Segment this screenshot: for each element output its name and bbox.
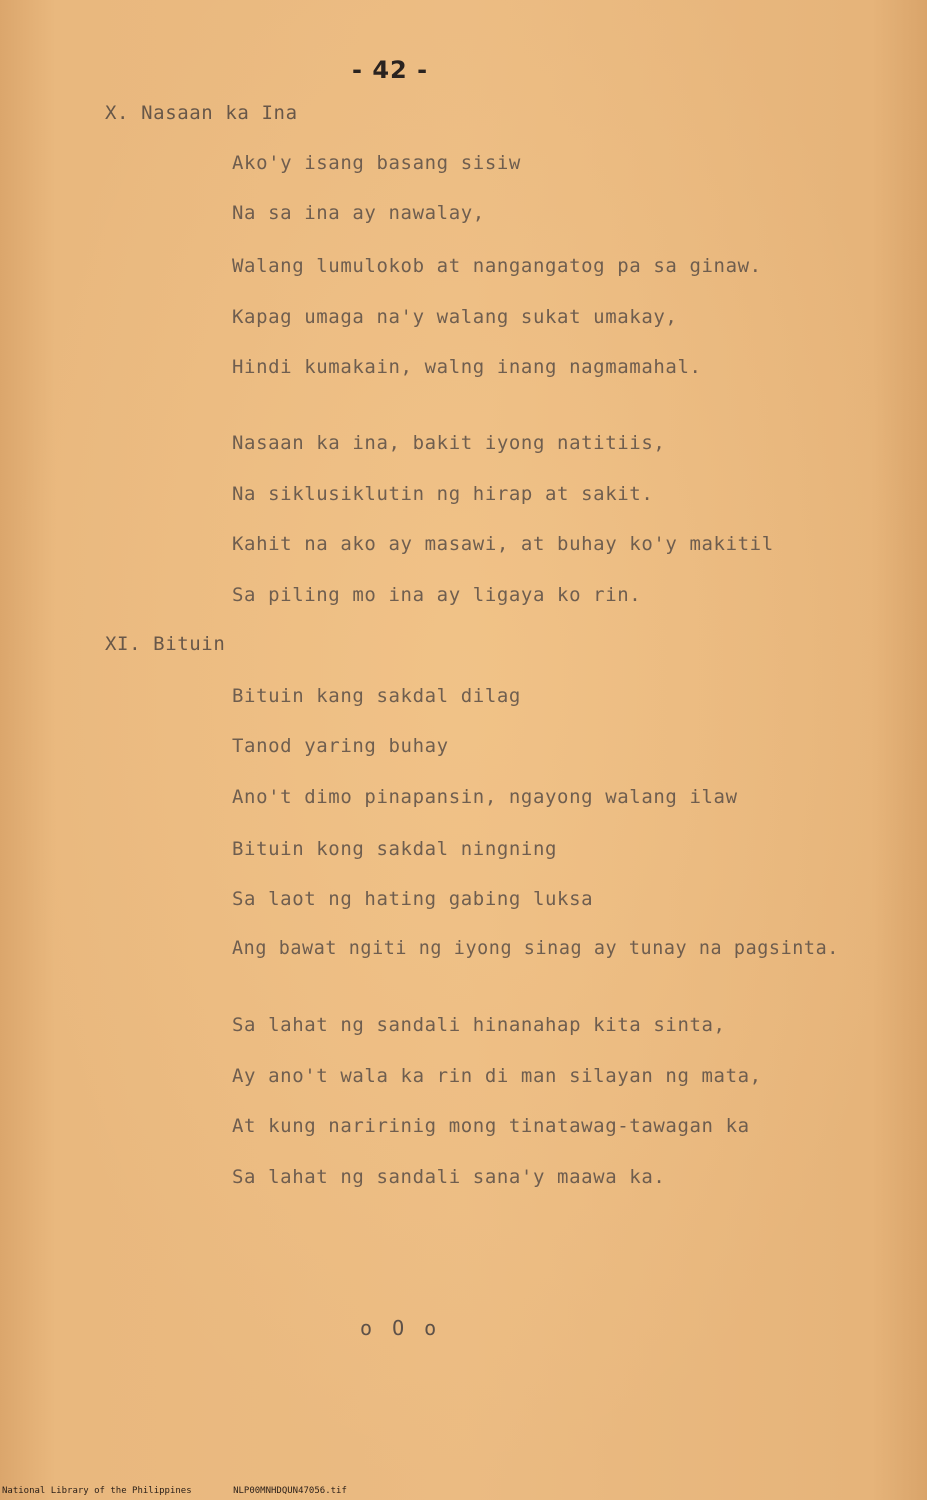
- verse-line: At kung naririnig mong tinatawag-tawagan ka: [232, 1115, 750, 1137]
- verse-line: Na sa ina ay nawalay,: [232, 202, 485, 224]
- scan-footer: [2, 1486, 383, 1496]
- section-heading: XI. Bituin: [105, 633, 226, 655]
- verse-line: Walang lumulokob at nangangatog pa sa ginaw.: [232, 255, 762, 277]
- verse-line: Sa lahat ng sandali sana'y maawa ka.: [232, 1166, 666, 1188]
- verse-line: Bituin kong sakdal ningning: [232, 838, 558, 860]
- end-mark: o O o: [360, 1316, 441, 1340]
- verse-line: Kapag umaga na'y walang sukat umakay,: [232, 306, 678, 328]
- verse-line: Kahit na ako ay masawi, at buhay ko'y makitil: [232, 533, 774, 555]
- verse-line: Hindi kumakain, walng inang nagmamahal.: [232, 356, 702, 378]
- verse-line: Nasaan ka ina, bakit iyong natitiis,: [232, 432, 666, 454]
- verse-line: Ano't dimo pinapansin, ngayong walang ilaw: [232, 786, 738, 808]
- verse-line: Sa lahat ng sandali hinanahap kita sinta,: [232, 1014, 726, 1036]
- section-heading: X. Nasaan ka Ina: [105, 102, 298, 124]
- footer-source: National Library of the Philippines: [2, 1486, 192, 1496]
- verse-line: Tanod yaring buhay: [232, 735, 449, 757]
- verse-line: Ang bawat ngiti ng iyong sinag ay tunay na pagsinta.: [232, 938, 839, 959]
- verse-line: Na siklusiklutin ng hirap at sakit.: [232, 483, 654, 505]
- verse-line: Sa piling mo ina ay ligaya ko rin.: [232, 584, 642, 606]
- bleed-through-text: [130, 185, 141, 205]
- verse-line: Ako'y isang basang sisiw: [232, 152, 521, 174]
- footer-filename: NLP00MNHDQUN47056.tif: [233, 1486, 347, 1496]
- page-number: - 42 -: [352, 56, 429, 84]
- verse-line: Bituin kang sakdal dilag: [232, 685, 521, 707]
- verse-line: Sa laot ng hating gabing luksa: [232, 888, 594, 910]
- verse-line: Ay ano't wala ka rin di man silayan ng mata,: [232, 1065, 762, 1087]
